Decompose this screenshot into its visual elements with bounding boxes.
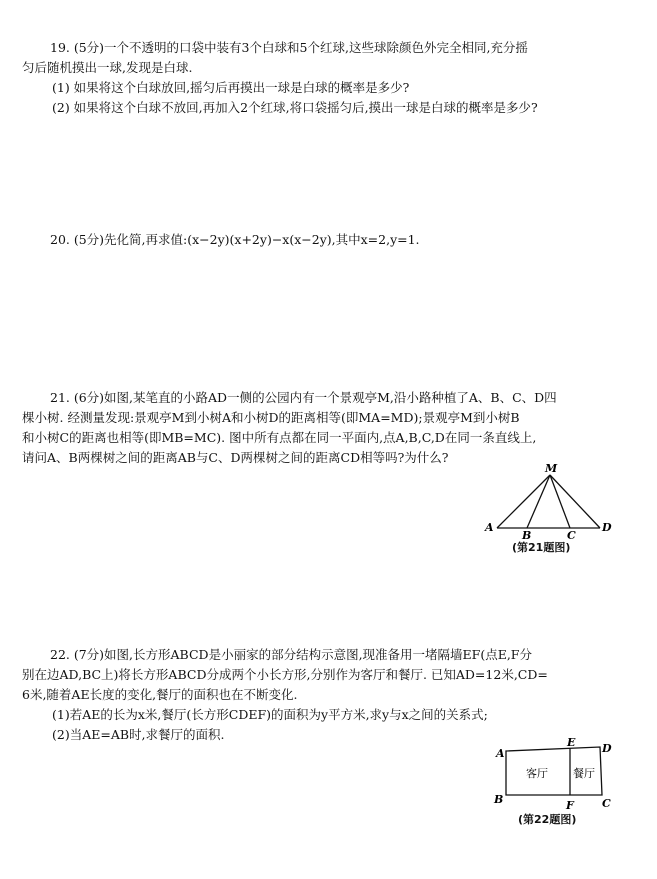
problem-22-line-3: 6米,随着AE长度的变化,餐厅的面积也在不断变化. xyxy=(22,687,298,702)
problem-20 xyxy=(22,230,616,250)
label-d: D xyxy=(602,742,612,755)
figure-21-caption: (第21题图) xyxy=(512,541,571,554)
problem-19-line-2: 匀后随机摸出一球,发现是白球. xyxy=(22,60,193,75)
problem-21-line-3: 和小树C的距离也相等(即MB=MC). 图中所有点都在同一平面内,点A,B,C,D在同一条直线上, xyxy=(22,430,537,445)
label-a: A xyxy=(485,521,494,534)
segment-md xyxy=(550,475,600,528)
problem-22-line-1: 22. (7分)如图,长方形ABCD是小丽家的部分结构示意图,现准备用一堵隔墙EF(点E,F分 xyxy=(50,647,532,662)
problem-20-line-1: 20. (5分)先化简,再求值:(x−2y)(x+2y)−x(x−2y),其中x=2,y=1. xyxy=(50,232,420,247)
label-m: M xyxy=(545,462,558,475)
label-d: D xyxy=(602,521,612,534)
label-f: F xyxy=(566,799,574,812)
label-b: B xyxy=(522,529,532,542)
figure-21-triangle-diagram xyxy=(480,460,615,542)
problem-21-line-1: 21. (6分)如图,某笔直的小路AD一侧的公园内有一个景观亭M,沿小路种植了A、B、C、D四 xyxy=(50,390,557,405)
problem-22-question-2: (2)当AE=AB时,求餐厅的面积. xyxy=(52,727,225,742)
problem-21-line-4: 请问A、B两棵树之间的距离AB与C、D两棵树之间的距离CD相等吗?为什么? xyxy=(22,450,449,465)
label-c: C xyxy=(602,797,611,810)
figure-22-caption: (第22题图) xyxy=(518,813,577,826)
problem-22-question-1: (1)若AE的长为x米,餐厅(长方形CDEF)的面积为y平方米,求y与x之间的关系式; xyxy=(52,707,488,722)
label-b: B xyxy=(494,793,504,806)
problem-19 xyxy=(22,38,616,118)
room-living-label: 客厅 xyxy=(526,767,548,780)
segment-mc xyxy=(550,475,570,528)
segment-ma xyxy=(497,475,550,528)
room-dining-label: 餐厅 xyxy=(573,767,595,780)
problem-21-line-2: 棵小树. 经测量发现:景观亭M到小树A和小树D的距离相等(即MA=MD);景观亭M到小树B xyxy=(22,410,520,425)
segment-mb xyxy=(527,475,550,528)
label-e: E xyxy=(567,736,576,749)
label-a: A xyxy=(496,747,505,760)
problem-19-line-1: 19. (5分)一个不透明的口袋中装有3个白球和5个红球,这些球除颜色外完全相同,充分摇 xyxy=(50,40,528,55)
problem-21 xyxy=(22,388,616,468)
figure-22-rectangle-diagram xyxy=(490,735,620,815)
problem-19-question-1: (1) 如果将这个白球放回,摇匀后再摸出一球是白球的概率是多少? xyxy=(52,80,410,95)
problem-22-line-2: 别在边AD,BC上)将长方形ABCD分成两个小长方形,分别作为客厅和餐厅. 已知AD=12米,CD= xyxy=(22,667,548,682)
label-c: C xyxy=(567,529,576,542)
problem-22 xyxy=(22,645,616,745)
problem-19-question-2: (2) 如果将这个白球不放回,再加入2个红球,将口袋摇匀后,摸出一球是白球的概率是多少? xyxy=(52,100,538,115)
